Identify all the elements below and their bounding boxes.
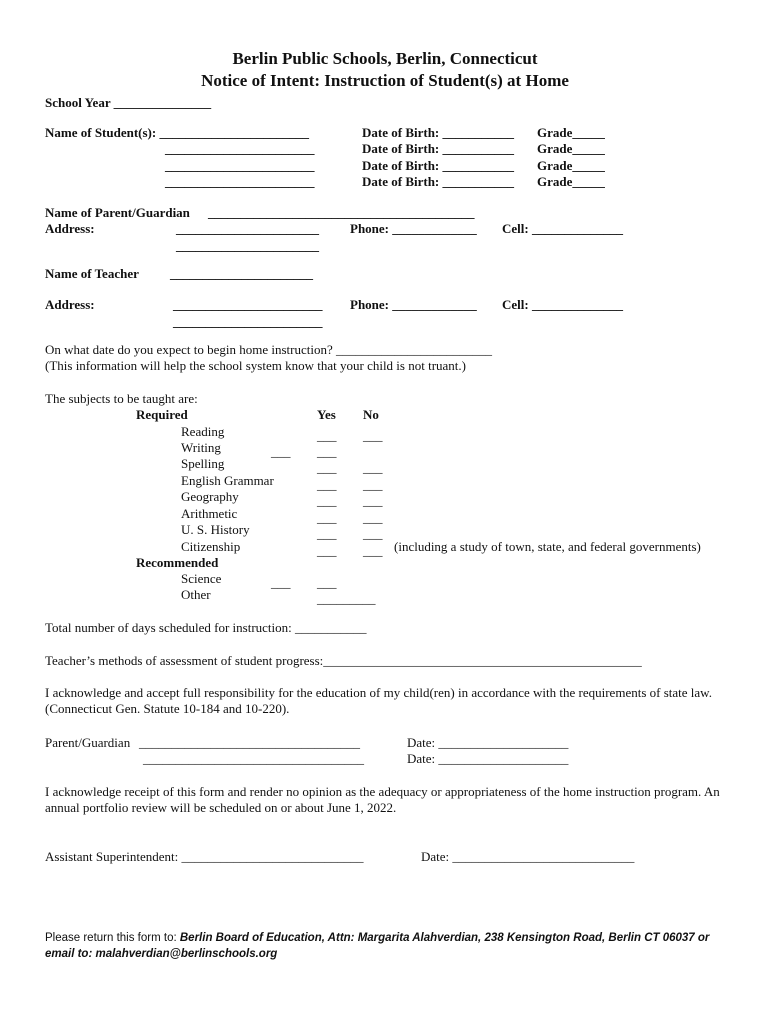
parent-signature-label: Parent/Guardian <box>45 735 131 750</box>
return-address: Berlin Board of Education, Attn: Margarita Alahverdian, 238 Kensington Road, Berlin CT 06037 or <box>179 932 710 944</box>
no-column-heading: No <box>363 407 379 422</box>
dob-field-4[interactable]: Date of Birth: ___________ <box>362 174 515 189</box>
subject-arithmetic: Arithmetic <box>181 506 238 521</box>
subject-citizenship: Citizenship <box>181 539 241 554</box>
parent-address-label: Address: <box>45 221 95 236</box>
student-name-field-3[interactable]: _______________________ <box>165 158 315 173</box>
grade-field-1[interactable]: Grade_____ <box>537 125 605 140</box>
teacher-address-field[interactable]: _______________________ <box>173 297 323 312</box>
dob-field-3[interactable]: Date of Birth: ___________ <box>362 158 515 173</box>
parent-address-field-2[interactable]: ______________________ <box>176 238 319 253</box>
parent-signature-field-1[interactable]: __________________________________ <box>139 735 360 750</box>
grade-field-2[interactable]: Grade_____ <box>537 141 605 156</box>
assessment-field[interactable]: Teacher’s methods of assessment of student progress:_________________________________________________ <box>45 653 642 668</box>
return-prefix: Please return this form to: <box>45 932 180 944</box>
teacher-cell-field[interactable]: Cell: ______________ <box>502 297 623 312</box>
grade-field-4[interactable]: Grade_____ <box>537 174 605 189</box>
citizenship-yes-blank[interactable]: ___ <box>317 543 337 558</box>
geography-yes-blank[interactable]: ___ <box>317 493 337 508</box>
student-name-field-4[interactable]: _______________________ <box>165 174 315 189</box>
citizenship-no-blank[interactable]: ___ <box>363 543 383 558</box>
required-heading: Required <box>136 407 188 422</box>
yes-column-heading: Yes <box>317 407 336 422</box>
parent-cell-field[interactable]: Cell: ______________ <box>502 221 623 236</box>
receipt-paragraph: I acknowledge receipt of this form and render no opinion as the adequacy or appropriateness of the home instruction program. An annual portfolio review will be scheduled on or about June 1, 2022. <box>45 784 720 815</box>
arithmetic-yes-blank[interactable]: ___ <box>317 510 337 525</box>
subject-english-grammar: English Grammar <box>181 473 274 488</box>
english-grammar-yes-blank[interactable]: ___ <box>317 477 337 492</box>
teacher-name-label: Name of Teacher <box>45 266 139 281</box>
parent-date-field-1[interactable]: Date: ____________________ <box>407 735 569 750</box>
start-date-question[interactable]: On what date do you expect to begin home instruction? ________________________ <box>45 342 492 357</box>
grade-field-3[interactable]: Grade_____ <box>537 158 605 173</box>
spelling-yes-blank[interactable]: ___ <box>317 460 337 475</box>
citizenship-note: (including a study of town, state, and federal governments) <box>394 539 701 554</box>
subject-other: Other <box>181 587 211 602</box>
total-days-field[interactable]: Total number of days scheduled for instruction: ___________ <box>45 620 367 635</box>
subject-reading: Reading <box>181 424 225 439</box>
reading-no-blank[interactable]: ___ <box>363 428 383 443</box>
asst-superintendent-date-field[interactable]: Date: ____________________________ <box>421 849 635 864</box>
student-name-field-2[interactable]: _______________________ <box>165 141 315 156</box>
form-title-line-1: Berlin Public Schools, Berlin, Connecticut <box>232 49 538 68</box>
dob-field-2[interactable]: Date of Birth: ___________ <box>362 141 515 156</box>
spelling-no-blank[interactable]: ___ <box>363 460 383 475</box>
us-history-yes-blank[interactable]: ___ <box>317 526 337 541</box>
us-history-no-blank[interactable]: ___ <box>363 526 383 541</box>
parent-signature-field-2[interactable]: __________________________________ <box>143 751 364 766</box>
arithmetic-no-blank[interactable]: ___ <box>363 510 383 525</box>
teacher-address-field-2[interactable]: _______________________ <box>173 314 323 329</box>
reading-yes-blank[interactable]: ___ <box>317 428 337 443</box>
subject-geography: Geography <box>181 489 239 504</box>
return-instructions <box>45 930 735 962</box>
school-year-field[interactable]: School Year _______________ <box>45 95 212 110</box>
return-email[interactable]: email to: malahverdian@berlinschools.org <box>45 948 278 960</box>
parent-phone-field[interactable]: Phone: _____________ <box>350 221 477 236</box>
subject-spelling: Spelling <box>181 456 225 471</box>
asst-superintendent-signature-field[interactable]: Assistant Superintendent: ____________________________ <box>45 849 364 864</box>
science-yes-blank[interactable]: ___ <box>317 575 337 590</box>
subject-us-history: U. S. History <box>181 522 250 537</box>
parent-date-field-2[interactable]: Date: ____________________ <box>407 751 569 766</box>
parent-name-field[interactable]: _________________________________________ <box>208 205 475 220</box>
writing-yes-blank[interactable]: ___ <box>317 444 337 459</box>
science-extra-blank[interactable]: ___ <box>271 575 291 590</box>
parent-address-field[interactable]: ______________________ <box>176 221 319 236</box>
subjects-intro: The subjects to be taught are: <box>45 391 198 406</box>
subject-science: Science <box>181 571 222 586</box>
geography-no-blank[interactable]: ___ <box>363 493 383 508</box>
parent-name-label: Name of Parent/Guardian <box>45 205 190 220</box>
writing-extra-blank[interactable]: ___ <box>271 444 291 459</box>
form-title-line-2: Notice of Intent: Instruction of Student(s) at Home <box>201 71 569 90</box>
acknowledge-paragraph: I acknowledge and accept full responsibility for the education of my child(ren) in accordance with the requirements of state law. (Connecticut Gen. Statute 10-184 and 10-220). <box>45 685 712 716</box>
dob-field-1[interactable]: Date of Birth: ___________ <box>362 125 515 140</box>
english-grammar-no-blank[interactable]: ___ <box>363 477 383 492</box>
other-blank[interactable]: _________ <box>317 591 376 606</box>
recommended-heading: Recommended <box>136 555 219 570</box>
teacher-name-field[interactable]: ______________________ <box>170 266 313 281</box>
subject-writing: Writing <box>181 440 221 455</box>
teacher-phone-field[interactable]: Phone: _____________ <box>350 297 477 312</box>
start-date-note: (This information will help the school system know that your child is not truant.) <box>45 358 466 373</box>
teacher-address-label: Address: <box>45 297 95 312</box>
student-name-field-1[interactable]: Name of Student(s): _______________________ <box>45 125 309 140</box>
